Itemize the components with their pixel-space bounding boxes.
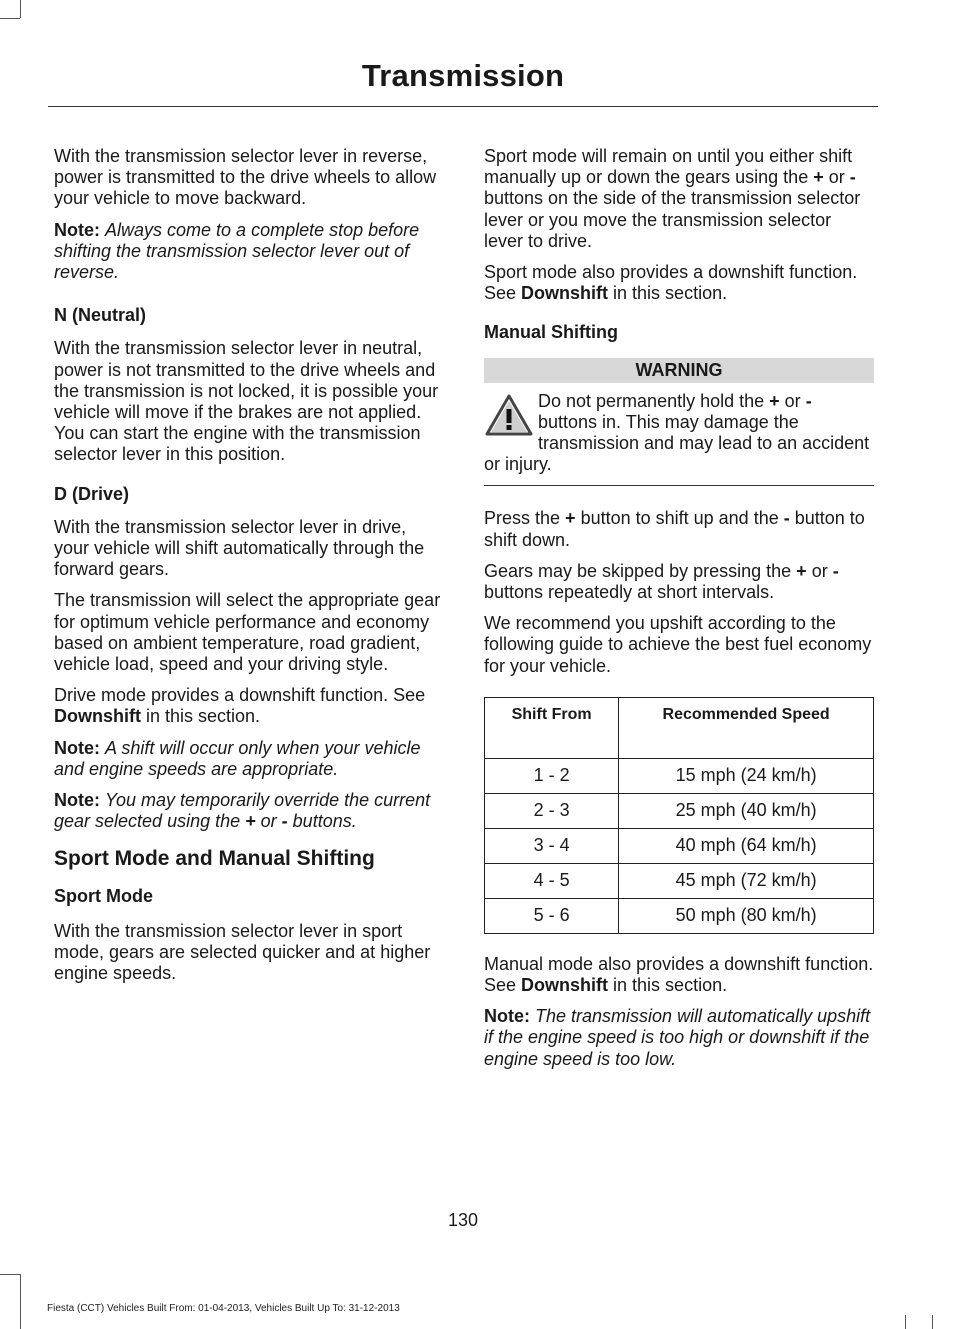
manual-downshift-paragraph (484, 954, 874, 996)
footer-vehicle-info: Fiesta (CCT) Vehicles Built From: 01-04-2013, Vehicles Built Up To: 31-12-2013 (47, 1303, 400, 1314)
page-number: 130 (447, 1210, 479, 1230)
table-cell: 25 mph (40 km/h) (619, 793, 874, 828)
plus-symbol: + (796, 560, 807, 581)
table-header-row (485, 697, 874, 758)
text-run: or (779, 390, 806, 411)
manual-shifting-heading: Manual Shifting (484, 322, 618, 343)
sport-mode-paragraph: With the transmission selector lever in sport mode, gears are selected quicker and at higher engine speeds. (54, 920, 431, 984)
note-label: Note: (54, 790, 100, 811)
note-text: The transmission will automatically upshift if the engine speed is too high or downshift if the engine speed is too low. (484, 1006, 871, 1069)
table-cell: 2 - 3 (485, 793, 619, 828)
text-run: buttons. (287, 811, 357, 832)
note-text: A shift will occur only when your vehicle and engine speeds are appropriate. (54, 737, 421, 779)
plus-symbol: + (769, 390, 780, 411)
warning-box (484, 358, 874, 487)
note-reverse (54, 220, 446, 284)
table-cell: 45 mph (72 km/h) (619, 863, 874, 898)
crop-mark (932, 1315, 933, 1329)
text-run: in this section. (141, 706, 261, 727)
drive-paragraph-2: The transmission will select the appropriate gear for optimum vehicle performance and economy based on ambient temperature, road gradient, vehicle load, speed and your driving style. (54, 590, 441, 675)
left-column (54, 146, 446, 995)
text-run: in this section. (608, 975, 728, 996)
minus-symbol: - (832, 560, 839, 581)
note-label: Note: (484, 1006, 530, 1027)
sport-remain-paragraph (484, 146, 874, 252)
recommend-paragraph: We recommend you upshift according to the following guide to achieve the best fuel economy for your vehicle. (484, 613, 872, 676)
reverse-paragraph: With the transmission selector lever in reverse, power is transmitted to the drive wheels to allow your vehicle to move backward. (54, 146, 437, 209)
page-title: Transmission (361, 58, 565, 93)
drive-heading: D (Drive) (54, 483, 130, 504)
table-row (485, 898, 874, 933)
warning-label: WARNING (484, 358, 874, 383)
table-row (485, 793, 874, 828)
text-run: buttons repeatedly at short intervals. (484, 582, 775, 603)
neutral-paragraph: With the transmission selector lever in neutral, power is not transmitted to the drive wheels and the transmission is not locked, it is possible your vehicle will move if the brakes are not applied. You can start the engine with the transmission selector lever in this position. (54, 338, 439, 465)
plus-symbol: + (813, 167, 824, 188)
note-label: Note: (54, 737, 100, 758)
note-text: Always come to a complete stop before shifting the transmission selector lever out of reverse. (54, 219, 420, 283)
plus-symbol: + (245, 811, 256, 832)
column-header-shift-from: Shift From (485, 697, 619, 758)
downshift-reference: Downshift (521, 283, 609, 304)
text-run: Do not permanently hold the (538, 390, 770, 411)
text-run: Drive mode provides a downshift function. See (54, 685, 426, 706)
drive-paragraph-1: With the transmission selector lever in drive, your vehicle will shift automatically through the forward gears. (54, 516, 425, 580)
note-label: Note: (54, 219, 100, 240)
table-cell: 3 - 4 (485, 828, 619, 863)
downshift-reference: Downshift (521, 975, 609, 996)
table-cell: 5 - 6 (485, 898, 619, 933)
table-cell: 15 mph (24 km/h) (619, 758, 874, 793)
column-header-recommended-speed: Recommended Speed (619, 697, 874, 758)
crop-mark (20, 1274, 21, 1329)
table-row (485, 828, 874, 863)
press-paragraph (484, 508, 874, 550)
minus-symbol: - (849, 167, 856, 188)
table-row (485, 863, 874, 898)
text-run: Press the (484, 508, 566, 529)
right-column (484, 146, 874, 1080)
text-run: or (255, 811, 282, 832)
text-run: in this section. (608, 283, 728, 304)
warning-text (484, 391, 874, 476)
note-override (54, 790, 446, 832)
crop-mark (905, 1315, 906, 1329)
table-row (485, 758, 874, 793)
shift-speed-table (484, 697, 874, 934)
table-cell: 40 mph (64 km/h) (619, 828, 874, 863)
section-heading: Sport Mode and Manual Shifting (54, 847, 375, 871)
warning-triangle-icon (484, 393, 534, 437)
crop-mark (0, 18, 20, 19)
text-run: Sport mode will remain on until you either shift manually up or down the gears using the (484, 146, 853, 188)
text-run: button to shift down. (484, 508, 865, 550)
text-run: buttons on the side of the transmission selector lever or you move the transmission selector lever to drive. (484, 188, 861, 251)
sport-mode-heading: Sport Mode (54, 885, 153, 906)
neutral-heading: N (Neutral) (54, 305, 147, 326)
text-run: Manual mode also provides a downshift function. See (484, 953, 874, 996)
note-text (54, 790, 430, 831)
drive-paragraph-3 (54, 685, 446, 727)
text-run: Gears may be skipped by pressing the (484, 560, 797, 581)
minus-symbol: - (783, 508, 790, 529)
gears-skip-paragraph (484, 561, 874, 603)
downshift-reference: Downshift (54, 706, 141, 727)
text-run: button to shift up and the (575, 508, 784, 529)
text-run: buttons in. This may damage the transmission and may lead to an accident or injury. (484, 411, 870, 475)
table-cell: 1 - 2 (485, 758, 619, 793)
text-run: Sport mode also provides a downshift function. See (484, 262, 858, 304)
text-run: or (823, 167, 850, 188)
note-automatic-upshift (484, 1006, 874, 1070)
title-divider (48, 106, 878, 107)
crop-mark (0, 1274, 20, 1275)
minus-symbol: - (281, 811, 288, 832)
crop-mark (20, 0, 21, 18)
note-shift (54, 738, 446, 780)
warning-body (484, 391, 874, 487)
sport-downshift-paragraph (484, 262, 874, 304)
minus-symbol: - (805, 390, 812, 411)
text-run: or (806, 560, 833, 581)
table-cell: 4 - 5 (485, 863, 619, 898)
text-run: You may temporarily override the current gear selected using the (54, 790, 431, 832)
plus-symbol: + (565, 508, 576, 529)
table-cell: 50 mph (80 km/h) (619, 898, 874, 933)
